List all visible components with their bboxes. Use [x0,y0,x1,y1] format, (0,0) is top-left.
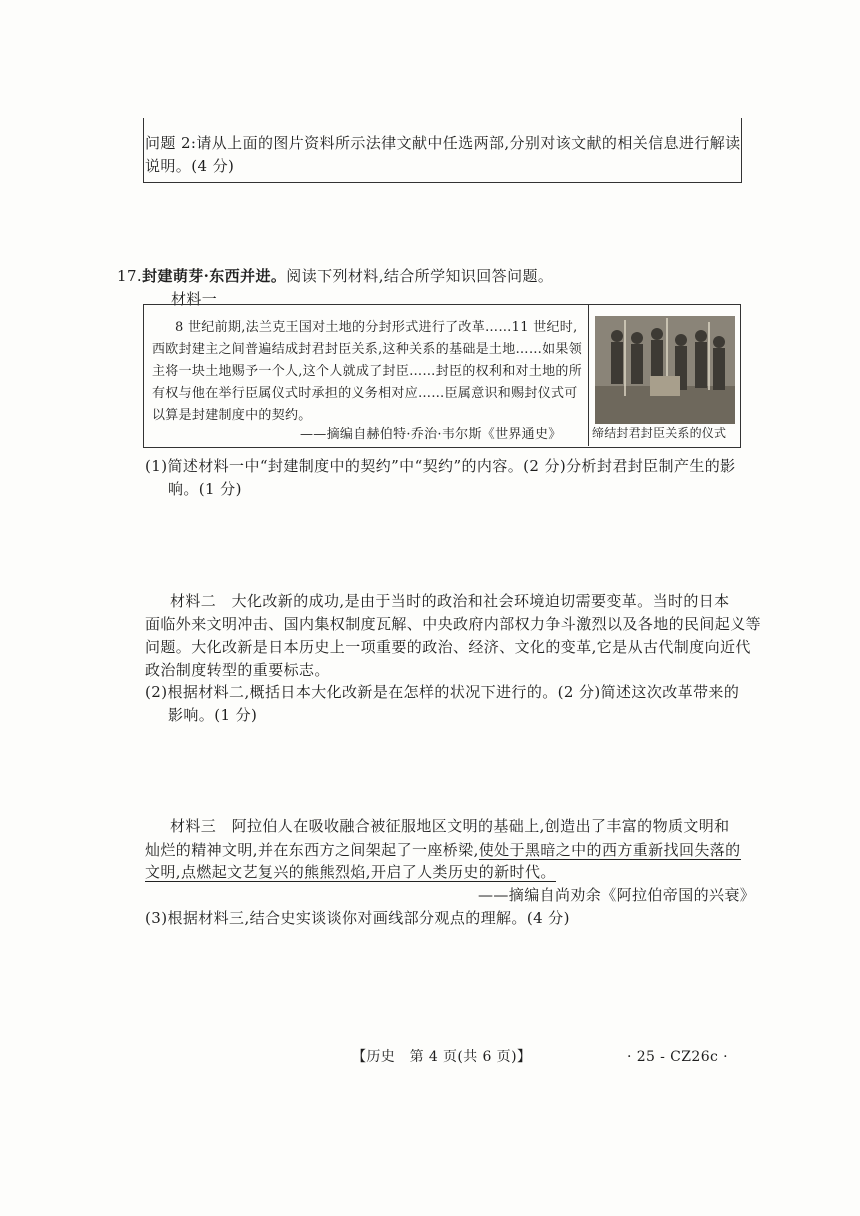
material3-underlined-text: 文明,点燃起文艺复兴的熊熊烈焰,开启了人类历史的新时代。 [145,863,556,881]
q17-number: 17. [117,267,143,285]
q17-instruction: 阅读下列材料,结合所学知识回答问题。 [286,267,554,285]
material3-line2 [145,840,741,860]
sub-question-1-line2: 响。(1 分) [168,480,242,498]
footer-page-info: 【历史 第 4 页(共 6 页)】 [352,1049,532,1065]
material1-line: 以算是封建制度中的契约。 [152,408,312,423]
ceremony-illustration [595,316,735,424]
material1-source: ——摘编自赫伯特·乔治·韦尔斯《世界通史》 [300,427,562,442]
q17-title: 封建萌芽·东西并进。 [142,267,287,285]
material2-line: 材料二 大化改新的成功,是由于当时的政治和社会环境迫切需要变革。当时的日本 [170,592,730,610]
image-caption: 缔结封君封臣关系的仪式 [592,426,727,440]
material3-line3 [145,862,556,882]
question-2-line1: 问题 2:请从上面的图片资料所示法律文献中任选两部,分别对该文献的相关信息进行解读 [145,134,741,152]
material3-line1: 材料三 阿拉伯人在吸收融合被征服地区文明的基础上,创造出了丰富的物质文明和 [170,817,730,835]
material2-line: 面临外来文明冲击、国内集权制度瓦解、中央政府内部权力争斗激烈以及各地的民间起义等 [145,615,762,633]
material2-line: 政治制度转型的重要标志。 [145,661,330,679]
sub-question-2-line1: (2)根据材料二,概括日本大化改新是在怎样的状况下进行的。(2 分)简述这次改革带来的 [145,683,740,701]
material3-source: ——摘编自尚劝余《阿拉伯帝国的兴衰》 [478,886,756,904]
sub-question-2-line2: 影响。(1 分) [168,706,258,724]
question-2-line2: 说明。(4 分) [145,157,235,175]
material3-line2-plain: 灿烂的精神文明,并在东西方之间架起了一座桥梁, [145,841,479,859]
sub-question-3: (3)根据材料三,结合史实谈谈你对画线部分观点的理解。(4 分) [145,909,570,927]
material1-label: 材料一 [171,290,218,308]
material1-line: 有权与他在举行臣属仪式时承担的义务相对应……臣属意识和赐封仪式可 [152,386,578,401]
sub-question-1-line1: (1)简述材料一中“封建制度中的契约”中“契约”的内容。(2 分)分析封君封臣制产生的影 [145,457,736,475]
q17-heading [117,266,553,286]
material1-line: 西欧封建主之间普遍结成封君封臣关系,这种关系的基础是土地……如果领 [152,342,583,357]
material2-line: 问题。大化改新是日本历史上一项重要的政治、经济、文化的变革,它是从古代制度向近代 [145,638,751,656]
material3-underlined-text: 使处于黑暗之中的西方重新找回失落的 [478,841,741,859]
material1-line: 8 世纪前期,法兰克王国对土地的分封形式进行了改革……11 世纪时, [175,320,578,335]
material1-line: 主将一块土地赐予一个人,这个人就成了封臣……封臣的权利和对土地的所 [152,364,583,379]
footer-code: · 25 - CZ26c · [627,1049,728,1065]
